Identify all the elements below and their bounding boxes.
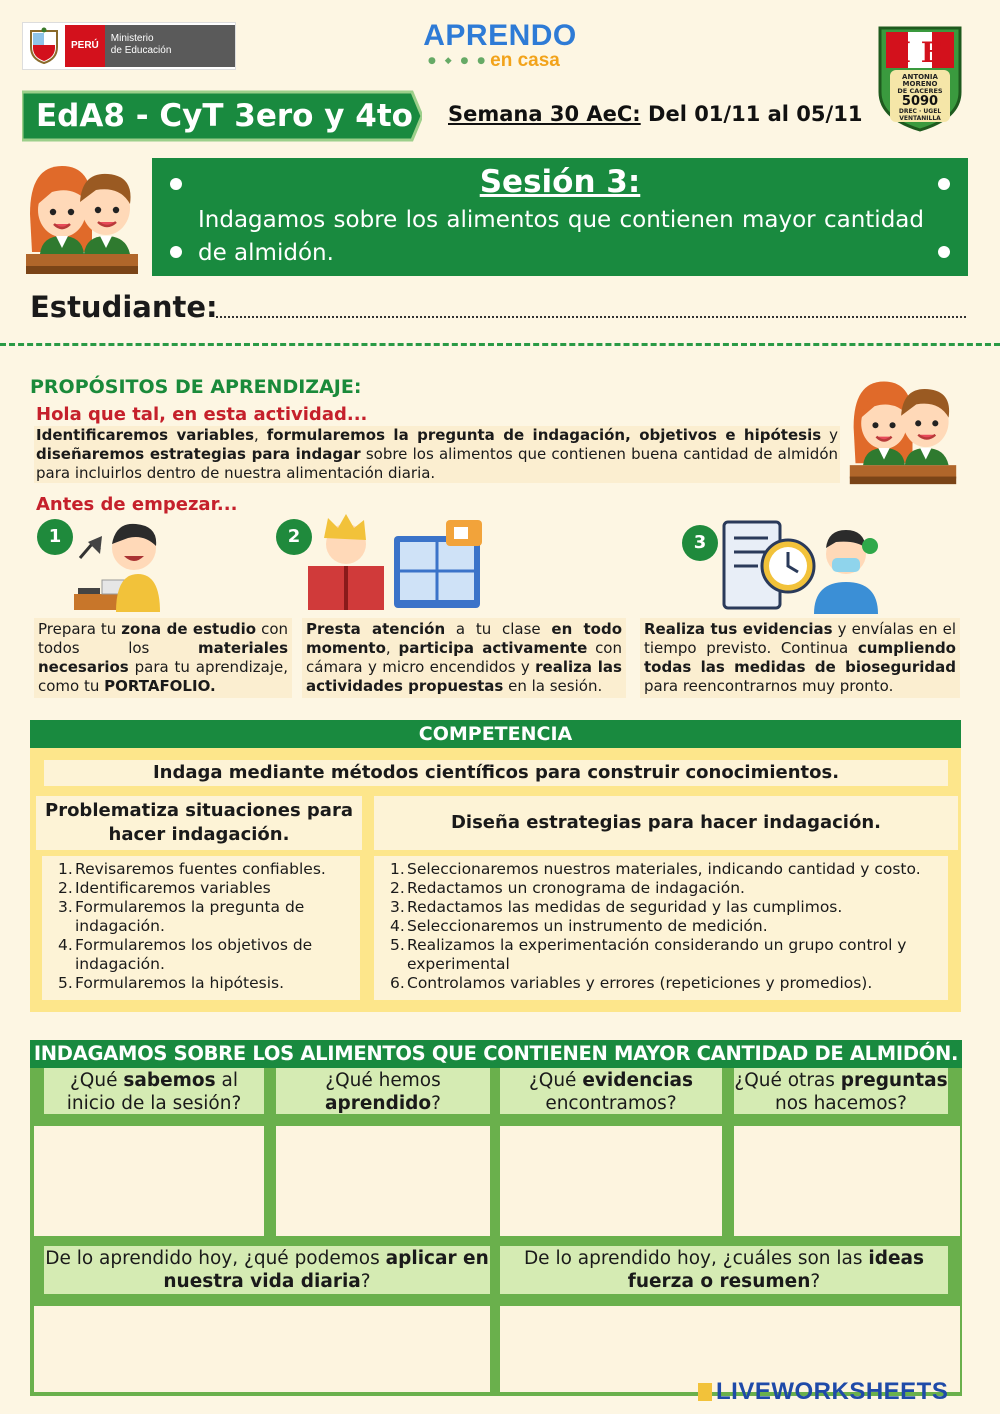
- purposes-title: PROPÓSITOS DE APRENDIZAJE:: [30, 376, 362, 398]
- list-item: Realizamos la experimentación considerando un grupo control y experimental: [407, 936, 907, 973]
- liveworksheets-icon: [698, 1383, 712, 1401]
- peru-shield-icon: [27, 27, 61, 65]
- bullet-icon: [938, 178, 950, 190]
- student-label: Estudiante:: [30, 290, 218, 324]
- list-item: Formularemos la hipótesis.: [75, 974, 285, 992]
- purposes-text: Identificaremos variables, formularemos la pregunta de indagación, objetivos e hipótesis y diseñaremos estrategias para indagar sobre los alimentos que contienen buena cantidad de almidón para incluirlos dentro de nuestra alimentación diaria.: [36, 426, 839, 482]
- list-item: Revisaremos fuentes confiables.: [75, 860, 326, 878]
- study-desk-icon: [72, 514, 164, 612]
- svg-text:5090: 5090: [901, 94, 939, 109]
- list-item: Seleccionaremos un instrumento de medición.: [407, 917, 768, 935]
- capacity-left-list: [42, 856, 360, 1000]
- answer-apply-field[interactable]: [34, 1306, 490, 1392]
- competence-statement: Indaga mediante métodos científicos para construir conocimientos.: [44, 760, 948, 786]
- students-illustration: [846, 372, 960, 488]
- capacity-left: Problematiza situaciones para hacer indagación.: [36, 796, 362, 850]
- students-illustration: [22, 156, 142, 278]
- step-number: 1: [37, 519, 73, 555]
- svg-text:MORENO: MORENO: [902, 80, 938, 88]
- capacity-right: Diseña estrategias para hacer indagación.: [374, 796, 958, 850]
- aprendo-en-casa-logo: APRENDO ● ◆ ● ● en casa: [423, 19, 577, 71]
- evidence-biosafety-icon: [718, 518, 888, 614]
- online-class-icon: [304, 514, 484, 612]
- svg-text:DE CACERES: DE CACERES: [897, 87, 943, 95]
- answer-know-field[interactable]: [34, 1126, 264, 1236]
- student-name-field[interactable]: [216, 316, 966, 318]
- step-3-text: Realiza tus evidencias y envíalas en el tiempo previsto. Continua cumpliendo todas las medidas de bioseguridad para reencontrarnos muy pronto.: [640, 618, 960, 698]
- session-subtitle: Indagamos sobre los alimentos que contienen mayor cantidad de almidón.: [198, 207, 924, 266]
- before-start-title: Antes de empezar...: [36, 494, 238, 515]
- question-key-ideas: De lo aprendido hoy, ¿cuáles son las ideas fuerza o resumen?: [500, 1246, 948, 1294]
- answer-learned-field[interactable]: [276, 1126, 490, 1236]
- competence-header: COMPETENCIA: [30, 720, 961, 748]
- ministry-label: Ministerio de Educación: [105, 25, 235, 67]
- bullet-icon: [170, 246, 182, 258]
- step-1-text: Prepara tu zona de estudio con todos los materiales necesarios para tu aprendizaje, como tu PORTAFOLIO.: [34, 618, 292, 698]
- step-2-text: Presta atención a tu clase en todo momento, participa activamente con cámara y micro encendidos y realiza las actividades propuestas en la sesión.: [302, 618, 626, 698]
- list-item: Redactamos un cronograma de indagación.: [407, 879, 745, 897]
- week-info: Semana 30 AeC: Del 01/11 al 05/11: [448, 102, 863, 126]
- list-item: Redactamos las medidas de seguridad y las cumplimos.: [407, 898, 843, 916]
- bullet-icon: [170, 178, 182, 190]
- list-item: Formularemos la pregunta de indagación.: [75, 898, 305, 935]
- minedu-logo: [22, 22, 236, 70]
- list-item: Identificaremos variables: [75, 879, 271, 897]
- question-learned: ¿Qué hemos aprendido?: [276, 1068, 490, 1114]
- section-divider: [0, 343, 1000, 346]
- liveworksheets-logo: LIVEWORKSHEETS: [698, 1378, 948, 1406]
- answer-evidence-field[interactable]: [500, 1126, 722, 1236]
- list-item: Controlamos variables y errores (repeticiones y promedios).: [407, 974, 873, 992]
- step-number: 3: [682, 525, 718, 561]
- session-title: Sesión 3:: [479, 164, 641, 200]
- capacity-right-list: [374, 856, 948, 1000]
- svg-text:ANTONIA: ANTONIA: [902, 73, 938, 81]
- greeting-text: Hola que tal, en esta actividad...: [36, 404, 368, 425]
- school-badge: [874, 22, 966, 132]
- question-know: ¿Qué sabemos al inicio de la sesión?: [44, 1068, 264, 1114]
- question-new-questions: ¿Qué otras preguntas nos hacemos?: [734, 1070, 948, 1114]
- bullet-icon: [938, 246, 950, 258]
- svg-text:I E: I E: [897, 36, 943, 69]
- svg-text:DREC · UGEL: DREC · UGEL: [898, 108, 942, 115]
- question-apply: De lo aprendido hoy, ¿qué podemos aplicar en nuestra vida diaria?: [45, 1248, 489, 1292]
- peru-label: PERÚ: [65, 25, 105, 67]
- inquiry-header: INDAGAMOS SOBRE LOS ALIMENTOS QUE CONTIENEN MAYOR CANTIDAD DE ALMIDÓN.: [30, 1040, 962, 1068]
- step-number: 2: [276, 519, 312, 555]
- question-evidence: ¿Qué evidencias encontramos?: [500, 1068, 722, 1114]
- answer-questions-field[interactable]: [734, 1126, 960, 1236]
- brand-dots-icon: ● ◆ ● ●: [428, 56, 489, 66]
- course-title: EdA8 - CyT 3ero y 4to: [36, 98, 413, 134]
- session-banner: [152, 158, 968, 276]
- list-item: Formularemos los objetivos de indagación.: [75, 936, 313, 973]
- svg-text:VENTANILLA: VENTANILLA: [899, 115, 941, 122]
- list-item: Seleccionaremos nuestros materiales, indicando cantidad y costo.: [407, 860, 921, 878]
